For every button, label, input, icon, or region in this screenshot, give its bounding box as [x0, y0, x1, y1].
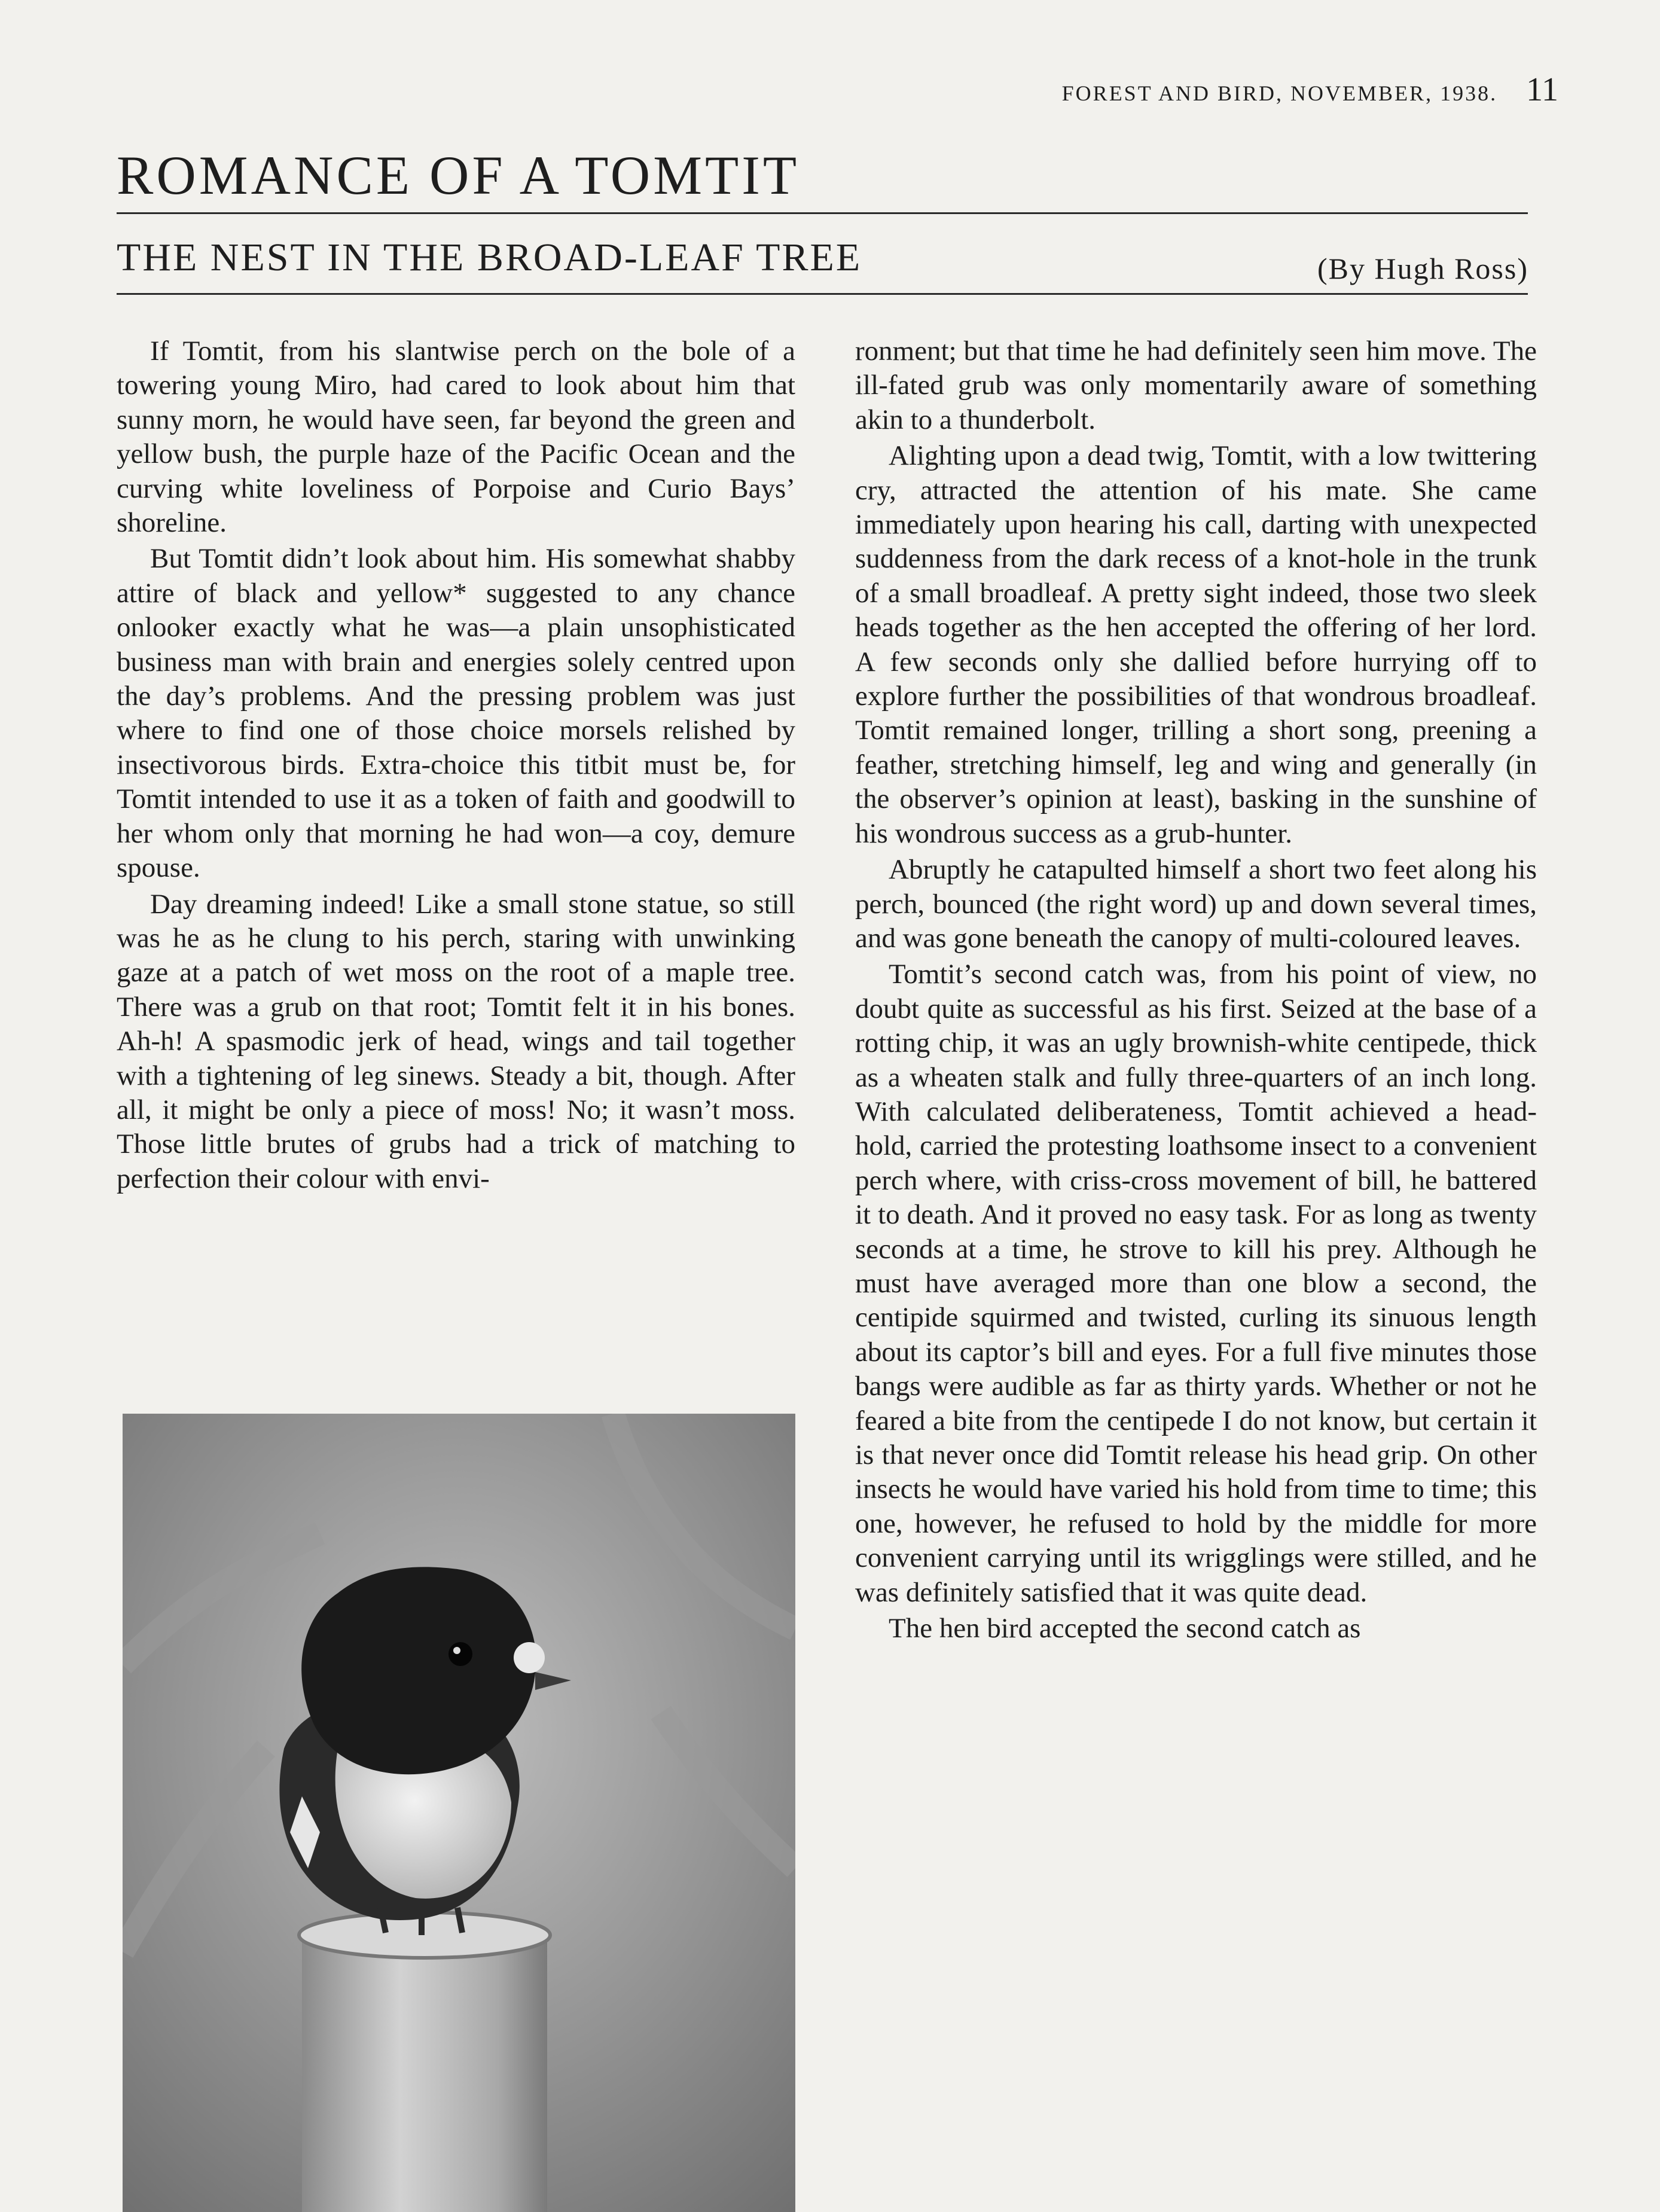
running-head: [1062, 71, 1558, 109]
tomtit-illustration: [123, 1414, 795, 2212]
subtitle-rule: [117, 293, 1528, 295]
paragraph: Day dreaming indeed! Like a small stone statue, so still was he as he clung to his perch, staring with unwinking gaze at a patch of wet moss on the root of a maple tree. There was a grub on that root; Tomtit felt it in his bones. Ah-h! A spasmodic jerk of head, wings and tail together with a tightening of leg sinews. Steady a bit, though. After all, it might be only a piece of moss! No; it wasn’t moss. Those little brutes of grubs had a trick of matching to perfection their colour with envi-: [117, 888, 795, 1194]
paragraph: But Tomtit didn’t look about him. His somewhat shabby attire of black and yellow* suggested to any chance onlooker exactly what he was—a plain unsophisticated business man with brain and energies solely centred upon the day’s problems. And the pressing problem was just where to find one of those choice morsels relished by insectivorous birds. Extra-choice this titbit must be, for Tomtit intended to use it as a token of faith and goodwill to her whom only that morning he had won—a coy, demure spouse.: [117, 543, 795, 884]
paragraph: Alighting upon a dead twig, Tomtit, with a low twittering cry, attracted the attention of his mate. She came immediately upon hearing his call, darting with unexpected suddenness from the dark recess of a knot-hole in the trunk of a small broadleaf. A pretty sight indeed, those two sleek heads together as the hen accepted the offering of her lord. A few seconds only she dallied before hurrying off to explore further the possibilities of that wondrous broadleaf. Tomtit remained longer, trilling a short song, preening a feather, stretching himself, leg and wing and generally (in the observer’s opinion at least), basking in the sunshine of his wondrous success as a grub-hunter.: [855, 440, 1537, 849]
title-rule: [117, 212, 1528, 214]
paragraph: The hen bird accepted the second catch as: [889, 1613, 1361, 1644]
running-head-text: FOREST AND BIRD, NOVEMBER, 1938.: [1061, 81, 1498, 105]
article-title: ROMANCE OF A TOMTIT: [117, 145, 800, 206]
article-subtitle: THE NEST IN THE BROAD-LEAF TREE: [117, 236, 862, 279]
left-column: [117, 334, 795, 1196]
article-byline: (By Hugh Ross): [1317, 252, 1528, 285]
page-number: 11: [1526, 71, 1558, 108]
right-column: [855, 334, 1537, 1646]
tomtit-photo: [123, 1414, 795, 2212]
paragraph: ronment; but that time he had definitely seen him move. The ill-fated grub was only momentarily aware of something akin to a thunderbolt.: [855, 335, 1537, 435]
paragraph: Tomtit’s second catch was, from his point of view, no doubt quite as successful as his first. Seized at the base of a rotting chip, it was an ugly brownish-white centipede, thick as a wheaten stalk and fully three-quarters of an inch long. With calculated deliberateness, Tomtit achieved a head-hold, carried the protesting loathsome insect to a convenient perch where, with criss-cross movement of bill, he battered it to death. And it proved no easy task. For as long as twenty seconds at a time, he strove to kill his prey. Although he must have averaged more than one blow a second, the centipide squirmed and twisted, curling its sinuous length about its captor’s bill and eyes. For a full five minutes those bangs were audible as far as thirty yards. Whether or not he feared a bite from the centipede I do not know, but certain it is that never once did Tomtit release his head grip. On other insects he would have varied his hold from time to time; this one, however, he refused to hold by the middle for more convenient carrying until its wrigglings were stilled, and he was definitely satisfied that it was quite dead.: [855, 959, 1537, 1608]
paragraph: Abruptly he catapulted himself a short two feet along his perch, bounced (the right word) up and down several times, and was gone beneath the canopy of multi-coloured leaves.: [855, 854, 1537, 954]
paragraph: If Tomtit, from his slantwise perch on the bole of a towering young Miro, had cared to look about him that sunny morn, he would have seen, far beyond the green and yellow bush, the purple haze of the Pacific Ocean and the curving white loveliness of Porpoise and Curio Bays’ shoreline.: [117, 335, 795, 539]
